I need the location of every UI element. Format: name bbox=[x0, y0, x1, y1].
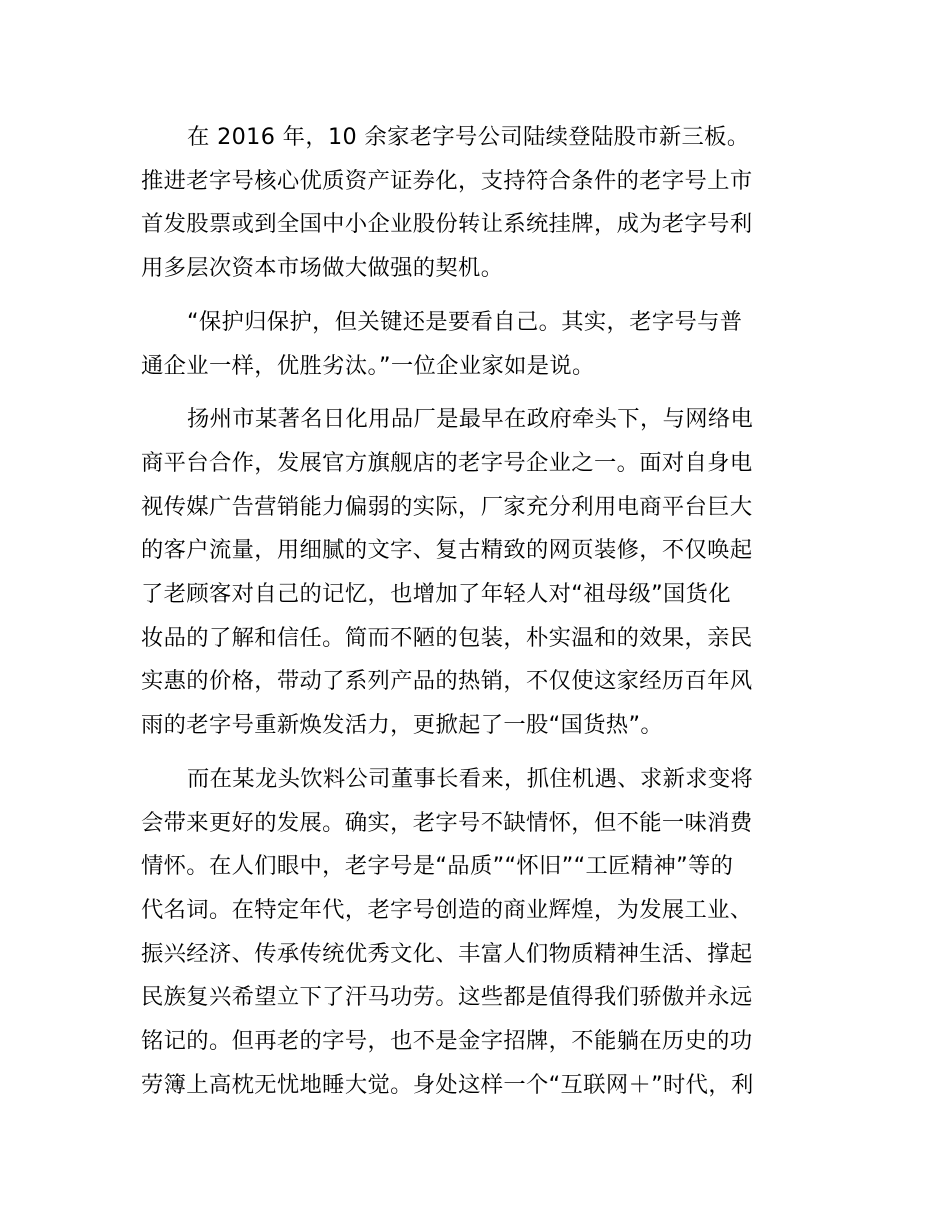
text-line: 的客户流量，用细腻的文字、复古精致的网页装修，不仅唤起 bbox=[141, 537, 753, 564]
text-line: 实惠的价格，带动了系列产品的热销，不仅使这家经历百年风 bbox=[141, 668, 753, 695]
text-line: 首发股票或到全国中小企业股份转让系统挂牌，成为老字号利 bbox=[141, 211, 753, 238]
text-line: 扬州市某著名日化用品厂是最早在政府牵头下，与网络电 bbox=[187, 406, 754, 433]
text-line: 通企业一样，优胜劣汰。”一位企业家如是说。 bbox=[141, 352, 595, 379]
text-line: 视传媒广告营销能力偏弱的实际，厂家充分利用电商平台巨大 bbox=[141, 493, 753, 520]
text-line: 劳簿上高枕无忧地睡大觉。身处这样一个“互联网＋”时代，利 bbox=[141, 1071, 754, 1098]
paragraph-2 bbox=[141, 301, 813, 388]
text-line: 铭记的。但再老的字号，也不是金字招牌，不能躺在历史的功 bbox=[141, 1028, 753, 1055]
text-line: 代名词。在特定年代，老字号创造的商业辉煌，为发展工业、 bbox=[141, 896, 753, 923]
text-line: “保护归保护，但关键还是要看自己。其实，老字号与普 bbox=[187, 308, 743, 335]
text-line: 用多层次资本市场做大做强的契机。 bbox=[141, 255, 504, 282]
text-line: 了老顾客对自己的记忆，也增加了年轻人对“祖母级”国货化 bbox=[141, 581, 731, 608]
text-line: 民族复兴希望立下了汗马功劳。这些都是值得我们骄傲并永远 bbox=[141, 984, 753, 1011]
text-line: 振兴经济、传承传统优秀文化、丰富人们物质精神生活、撑起 bbox=[141, 940, 753, 967]
text-line: 雨的老字号重新焕发活力，更掀起了一股“国货热”。 bbox=[141, 712, 664, 739]
document-body bbox=[141, 116, 813, 1117]
text-line: 推进老字号核心优质资产证券化，支持符合条件的老字号上市 bbox=[141, 167, 753, 194]
text-line: 在 2016 年，10 余家老字号公司陆续登陆股市新三板。 bbox=[187, 124, 750, 150]
text-line: 情怀。在人们眼中，老字号是“品质”“怀旧”“工匠精神”等的 bbox=[141, 853, 734, 880]
paragraph-4 bbox=[141, 758, 813, 1108]
paragraph-3 bbox=[141, 398, 813, 748]
paragraph-1 bbox=[141, 116, 813, 291]
text-line: 会带来更好的发展。确实，老字号不缺情怀，但不能一味消费 bbox=[141, 809, 753, 836]
text-line: 商平台合作，发展官方旗舰店的老字号企业之一。面对自身电 bbox=[141, 449, 753, 476]
text-line: 妆品的了解和信任。简而不陋的包装，朴实温和的效果，亲民 bbox=[141, 624, 753, 651]
text-line: 而在某龙头饮料公司董事长看来，抓住机遇、求新求变将 bbox=[187, 765, 754, 792]
